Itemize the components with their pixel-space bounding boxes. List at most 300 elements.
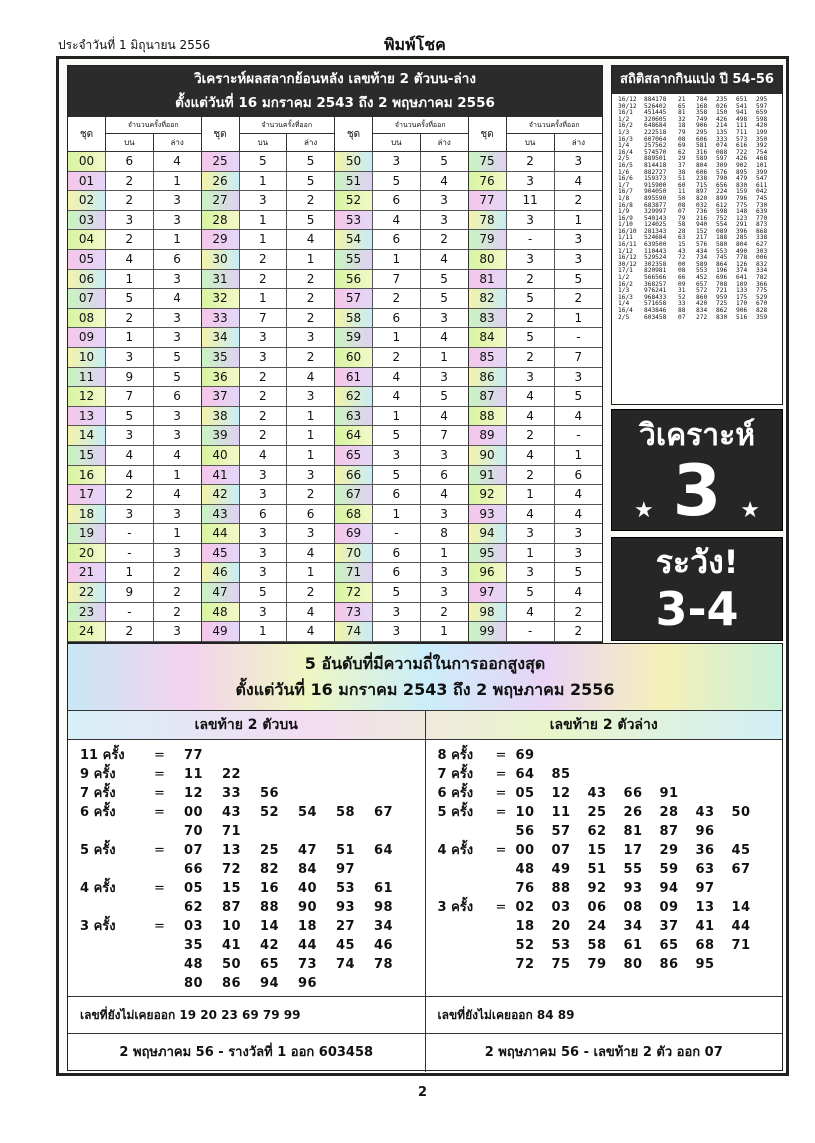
cell-upper: 2 — [106, 485, 154, 504]
table-row — [202, 172, 335, 192]
cell-upper: 3 — [507, 172, 555, 191]
stats-cell: 1/11 — [618, 234, 633, 242]
table-row — [335, 368, 468, 388]
frequency-number: 45 — [731, 843, 751, 858]
stats-cell: 089 — [716, 227, 728, 235]
frequency-number: 14 — [260, 919, 280, 934]
stats-cell: 123 — [736, 214, 748, 222]
header-count-title: จำนวนครั้งที่ออก — [507, 117, 603, 134]
cell-upper: 3 — [373, 152, 421, 171]
stats-cell: 026 — [716, 102, 728, 110]
stats-cell: 16/9 — [618, 214, 633, 222]
frequency-label: 7 ครั้ง — [80, 786, 116, 801]
stats-cell: 915900 — [644, 181, 667, 189]
stats-cell: 940 — [696, 221, 708, 229]
cell-lower: 4 — [421, 328, 468, 347]
stats-cell: 426 — [736, 155, 748, 163]
frequency-number: 05 — [184, 881, 204, 896]
cell-lower: - — [555, 426, 602, 445]
cell-lower: 5 — [421, 289, 468, 308]
cell-code: 37 — [202, 387, 240, 406]
table-row — [202, 426, 335, 446]
cell-lower: 2 — [287, 289, 334, 308]
table-row — [68, 270, 201, 290]
stats-title: สถิติสลากกินแบ่ง ปี 54-56 — [612, 66, 782, 94]
stats-cell: 576 — [716, 168, 728, 176]
cell-code: 60 — [335, 348, 373, 367]
frequency-number: 27 — [336, 919, 356, 934]
cell-upper: 3 — [240, 603, 288, 622]
table-row — [469, 426, 603, 446]
frequency-number: 07 — [551, 843, 571, 858]
cell-lower: 3 — [421, 505, 468, 524]
stats-cell: 420 — [696, 300, 708, 308]
never-drawn-lower: เลขที่ยังไม่เคยออก 84 89 — [437, 1008, 575, 1022]
stats-cell: 320605 — [644, 115, 667, 123]
frequency-number: 34 — [374, 919, 394, 934]
frequency-row — [426, 765, 783, 784]
cell-lower: 4 — [287, 603, 334, 622]
cell-code: 78 — [469, 211, 507, 230]
stats-cell: 725 — [716, 300, 728, 308]
stats-cell: 862 — [716, 307, 728, 314]
frequency-number: 96 — [695, 824, 715, 839]
cell-code: 01 — [68, 172, 106, 191]
stats-cell: 968433 — [644, 293, 667, 301]
frequency-number: 25 — [587, 805, 607, 820]
cell-lower: 4 — [555, 172, 602, 191]
cell-upper: 4 — [373, 211, 421, 230]
frequency-number: 94 — [659, 881, 679, 896]
cell-code: 97 — [469, 583, 507, 602]
equals-sign: = — [154, 748, 165, 763]
table-row — [68, 152, 201, 172]
cell-lower: 3 — [154, 191, 201, 210]
table-row — [335, 270, 468, 290]
table-row — [469, 544, 603, 564]
cell-lower: 4 — [287, 544, 334, 563]
stats-cell: 302358 — [644, 260, 667, 268]
stats-cell: 58 — [678, 221, 686, 229]
cell-lower: 3 — [555, 250, 602, 269]
cell-code: 74 — [335, 622, 373, 641]
table-row — [202, 211, 335, 231]
table-row — [202, 250, 335, 270]
frequency-number: 13 — [222, 843, 242, 858]
frequency-number: 65 — [260, 957, 280, 972]
table-row — [68, 230, 201, 250]
stats-cell: 38 — [678, 168, 686, 176]
stats-cell: 775 — [756, 287, 768, 295]
stats-cell: 529524 — [644, 254, 667, 262]
stats-cell: 62 — [678, 148, 686, 156]
cell-upper: 2 — [106, 191, 154, 210]
stats-cell: 66 — [678, 274, 686, 282]
stats-cell: 790 — [716, 175, 728, 183]
table-row — [469, 505, 603, 525]
cell-lower: 2 — [287, 309, 334, 328]
stats-cell: 16/5 — [618, 161, 633, 169]
cell-upper: 4 — [106, 446, 154, 465]
latest-first-prize: 2 พฤษภาคม 56 - รางวัลที่ 1 ออก 603458 — [68, 1034, 426, 1072]
stats-cell: 941 — [736, 109, 748, 117]
cell-lower: 1 — [555, 211, 602, 230]
frequency-number: 43 — [695, 805, 715, 820]
stats-cell: 159 — [736, 188, 748, 196]
frequency-number: 06 — [587, 900, 607, 915]
stats-cell: 498 — [736, 115, 748, 123]
stats-cell: 656 — [716, 181, 728, 189]
stats-cell: 606 — [696, 135, 708, 143]
cell-upper: 1 — [240, 622, 288, 641]
cell-upper: 2 — [507, 426, 555, 445]
cell-upper: 2 — [507, 152, 555, 171]
stats-cell: 392 — [756, 142, 768, 150]
frequency-number: 51 — [336, 843, 356, 858]
stats-cell: 607064 — [644, 135, 667, 143]
table-row — [68, 466, 201, 486]
frequency-number: 43 — [222, 805, 242, 820]
frequency-number: 97 — [336, 862, 356, 877]
stats-cell: 804 — [736, 241, 748, 249]
stats-cell: 32 — [678, 115, 686, 123]
cell-code: 63 — [335, 407, 373, 426]
cell-upper: 3 — [240, 191, 288, 210]
frequency-number: 65 — [659, 938, 679, 953]
cell-lower: 5 — [555, 270, 602, 289]
cell-lower: 1 — [421, 544, 468, 563]
cell-upper: 2 — [106, 230, 154, 249]
header-count — [373, 117, 468, 151]
table-row — [202, 368, 335, 388]
stats-cell: 611 — [756, 181, 768, 189]
frequency-number: 17 — [623, 843, 643, 858]
stats-cell: 188 — [716, 234, 728, 242]
cell-upper: 5 — [240, 583, 288, 602]
cell-lower: 1 — [287, 250, 334, 269]
table-row — [469, 583, 603, 603]
latest-two-digit: 2 พฤษภาคม 56 - เลขท้าย 2 ตัว ออก 07 — [484, 1045, 723, 1060]
cell-lower: 4 — [421, 250, 468, 269]
stats-cell: 603458 — [644, 313, 667, 321]
stats-cell: 597 — [716, 155, 728, 163]
table-row — [202, 505, 335, 525]
frequency-number: 13 — [695, 900, 715, 915]
frequency-number: 26 — [623, 805, 643, 820]
header-sub — [240, 134, 335, 151]
top-frequency-title: 5 อันดับที่มีความถี่ในการออกสูงสุด ตั้งแต่วันที่ 16 มกราคม 2543 ถึง 2 พฤษภาคม 2556 — [68, 644, 782, 710]
frequency-number: 44 — [298, 938, 318, 953]
cell-code: 03 — [68, 211, 106, 230]
cell-lower: 7 — [421, 426, 468, 445]
header-upper: บน — [106, 134, 154, 151]
stats-cell: 272 — [696, 313, 708, 321]
cell-code: 27 — [202, 191, 240, 210]
cell-lower: 4 — [555, 407, 602, 426]
cell-upper: 4 — [373, 368, 421, 387]
cell-code: 43 — [202, 505, 240, 524]
stats-cell: 399 — [756, 168, 768, 176]
stats-cell: 101 — [756, 161, 768, 169]
stats-cell: 814418 — [644, 161, 667, 169]
cell-lower: 3 — [154, 211, 201, 230]
cell-lower: 6 — [421, 466, 468, 485]
cell-upper: 4 — [240, 446, 288, 465]
stats-cell: 553 — [696, 267, 708, 275]
stats-cell: 30/12 — [618, 260, 637, 268]
stats-cell: 1/4 — [618, 142, 630, 150]
frequency-numbers — [516, 784, 783, 803]
frequency-row — [426, 841, 783, 898]
stats-cell: 576 — [696, 241, 708, 249]
frequency-number: 86 — [222, 976, 242, 991]
stats-cell: 257562 — [644, 142, 667, 150]
stats-cell: 29 — [678, 155, 686, 163]
table-row — [68, 505, 201, 525]
frequency-number: 87 — [659, 824, 679, 839]
frequency-number: 15 — [222, 881, 242, 896]
header-count-title: จำนวนครั้งที่ออก — [106, 117, 201, 134]
cell-upper: 1 — [507, 544, 555, 563]
frequency-number: 55 — [623, 862, 643, 877]
cell-upper: 2 — [106, 622, 154, 641]
stats-cell: 316 — [696, 148, 708, 156]
stats-cell: 895590 — [644, 194, 667, 202]
stats-row — [612, 315, 782, 322]
frequency-numbers — [184, 746, 425, 765]
frequency-row — [426, 746, 783, 765]
cell-code: 30 — [202, 250, 240, 269]
stats-cell: 135 — [716, 128, 728, 136]
table-row — [335, 152, 468, 172]
cell-upper: 2 — [106, 172, 154, 191]
table-row — [335, 485, 468, 505]
cell-upper: 3 — [106, 348, 154, 367]
cell-upper: 3 — [240, 544, 288, 563]
frequency-number: 43 — [587, 786, 607, 801]
table-row — [68, 524, 201, 544]
table-row — [202, 191, 335, 211]
cell-code: 41 — [202, 466, 240, 485]
stats-cell: 657 — [696, 280, 708, 288]
frequency-number: 28 — [659, 805, 679, 820]
cell-upper: 5 — [106, 407, 154, 426]
stats-cell: 175 — [736, 293, 748, 301]
header-group — [335, 117, 469, 151]
header-count — [106, 117, 201, 151]
equals-sign: = — [495, 786, 507, 801]
stats-cell: 358 — [696, 109, 708, 117]
stats-cell: 224 — [716, 188, 728, 196]
frequency-number: 09 — [659, 900, 679, 915]
stats-cell: 16/2 — [618, 122, 633, 130]
frequency-number: 62 — [184, 900, 204, 915]
cell-code: 15 — [68, 446, 106, 465]
table-row — [68, 407, 201, 427]
stats-cell: 214 — [716, 122, 728, 130]
cell-code: 06 — [68, 270, 106, 289]
frequency-label: 3 ครั้ง — [80, 919, 116, 934]
cell-upper: 3 — [373, 603, 421, 622]
stats-cell: 566566 — [644, 274, 667, 282]
stats-cell: 616 — [736, 142, 748, 150]
frequency-numbers — [516, 803, 783, 841]
table-row — [202, 348, 335, 368]
frequency-number: 97 — [695, 881, 715, 896]
table-row — [335, 603, 468, 623]
stats-cell: 1/10 — [618, 221, 633, 229]
stats-cell: 31 — [678, 287, 686, 295]
frequency-number: 56 — [515, 824, 535, 839]
frequency-label: 8 ครั้ง — [437, 748, 474, 763]
lottery-stats-panel — [611, 65, 783, 405]
frequency-number: 12 — [551, 786, 571, 801]
cell-code: 95 — [469, 544, 507, 563]
cell-upper: 4 — [106, 466, 154, 485]
table-row — [68, 583, 201, 603]
cell-lower: 5 — [154, 348, 201, 367]
stats-cell: 451445 — [644, 109, 667, 117]
cell-upper: 6 — [373, 230, 421, 249]
table-row — [335, 446, 468, 466]
cell-code: 87 — [469, 387, 507, 406]
table-row — [68, 368, 201, 388]
cell-code: 24 — [68, 622, 106, 641]
cell-lower: 2 — [421, 603, 468, 622]
cell-lower: 3 — [555, 368, 602, 387]
cell-upper: 1 — [507, 485, 555, 504]
stats-cell: 72 — [678, 254, 686, 262]
table-row — [335, 348, 468, 368]
cell-upper: 2 — [240, 250, 288, 269]
cell-upper: 3 — [507, 368, 555, 387]
frequency-number: 10 — [515, 805, 535, 820]
stats-cell: 17/1 — [618, 267, 633, 275]
frequency-number: 80 — [184, 976, 204, 991]
table-row — [202, 446, 335, 466]
header-count-title: จำนวนครั้งที่ออก — [373, 117, 468, 134]
cell-lower: 1 — [154, 172, 201, 191]
stats-cell: 904050 — [644, 188, 667, 196]
cell-lower: 4 — [154, 485, 201, 504]
frequency-number: 75 — [551, 957, 571, 972]
cell-code: 10 — [68, 348, 106, 367]
cell-code: 66 — [335, 466, 373, 485]
table-row — [202, 230, 335, 250]
stats-cell: 032 — [696, 201, 708, 209]
cell-code: 71 — [335, 563, 373, 582]
cell-lower: 1 — [154, 230, 201, 249]
table-row — [469, 563, 603, 583]
cell-code: 92 — [469, 485, 507, 504]
cell-lower: 1 — [421, 622, 468, 641]
table-row — [68, 426, 201, 446]
frequency-label: 7 ครั้ง — [437, 767, 474, 782]
cell-upper: 1 — [373, 250, 421, 269]
stats-cell: 873 — [756, 221, 768, 229]
table-row — [335, 230, 468, 250]
equals-sign: = — [495, 843, 507, 858]
stats-cell: 16/10 — [618, 227, 637, 235]
stats-cell: 109 — [736, 280, 748, 288]
frequency-number: 71 — [222, 824, 242, 839]
cell-lower: 5 — [287, 152, 334, 171]
cell-upper: 6 — [240, 505, 288, 524]
header-sub — [507, 134, 603, 151]
frequency-number: 70 — [184, 824, 204, 839]
frequency-row — [68, 765, 425, 784]
stats-cell: 843846 — [644, 307, 667, 314]
stats-cell: 291 — [736, 221, 748, 229]
stats-cell: 08 — [678, 201, 686, 209]
cell-code: 12 — [68, 387, 106, 406]
cell-lower: 2 — [555, 622, 602, 641]
frequency-number: 62 — [587, 824, 607, 839]
cell-upper: 6 — [373, 544, 421, 563]
stats-cell: 612 — [716, 201, 728, 209]
cell-code: 33 — [202, 309, 240, 328]
cell-lower: 1 — [555, 446, 602, 465]
stats-cell: 736 — [696, 208, 708, 216]
cell-upper: 3 — [240, 524, 288, 543]
stats-cell: 574570 — [644, 148, 667, 156]
table-row — [68, 289, 201, 309]
cell-lower: 3 — [421, 446, 468, 465]
table-row — [469, 270, 603, 290]
stats-cell: 889501 — [644, 155, 667, 163]
frequency-number: 56 — [260, 786, 280, 801]
cell-upper: 1 — [240, 230, 288, 249]
table-column — [335, 152, 469, 642]
cell-upper: 7 — [106, 387, 154, 406]
stats-cell: 88 — [678, 307, 686, 314]
cell-code: 20 — [68, 544, 106, 563]
table-row — [202, 603, 335, 623]
frequency-row — [68, 917, 425, 993]
cell-upper: 9 — [106, 368, 154, 387]
cell-lower: 2 — [287, 583, 334, 602]
stats-cell: 52 — [678, 293, 686, 301]
stats-cell: 281343 — [644, 227, 667, 235]
cell-code: 22 — [68, 583, 106, 602]
frequency-number: 68 — [695, 938, 715, 953]
header-sub — [106, 134, 201, 151]
frequency-label: 4 ครั้ง — [437, 843, 474, 858]
table-column — [202, 152, 336, 642]
frequency-number: 25 — [260, 843, 280, 858]
table-row — [68, 563, 201, 583]
cell-code: 38 — [202, 407, 240, 426]
stats-cell: 1/3 — [618, 128, 630, 136]
table-row — [202, 466, 335, 486]
frequency-label: 11 ครั้ง — [80, 748, 125, 763]
stats-cell: 08 — [678, 135, 686, 143]
cell-code: 83 — [469, 309, 507, 328]
warning-box — [611, 537, 783, 641]
frequency-number: 94 — [260, 976, 280, 991]
frequency-number: 00 — [515, 843, 535, 858]
frequency-number: 57 — [551, 824, 571, 839]
header-lower: ล่าง — [170, 138, 184, 147]
cell-lower: 2 — [287, 270, 334, 289]
frequency-number: 80 — [623, 957, 643, 972]
frequency-numbers — [516, 841, 783, 898]
stats-cell: 148 — [736, 208, 748, 216]
stats-cell: 074 — [716, 142, 728, 150]
stats-cell: 368257 — [644, 280, 667, 288]
table-row — [202, 387, 335, 407]
stats-cell: 37 — [678, 161, 686, 169]
